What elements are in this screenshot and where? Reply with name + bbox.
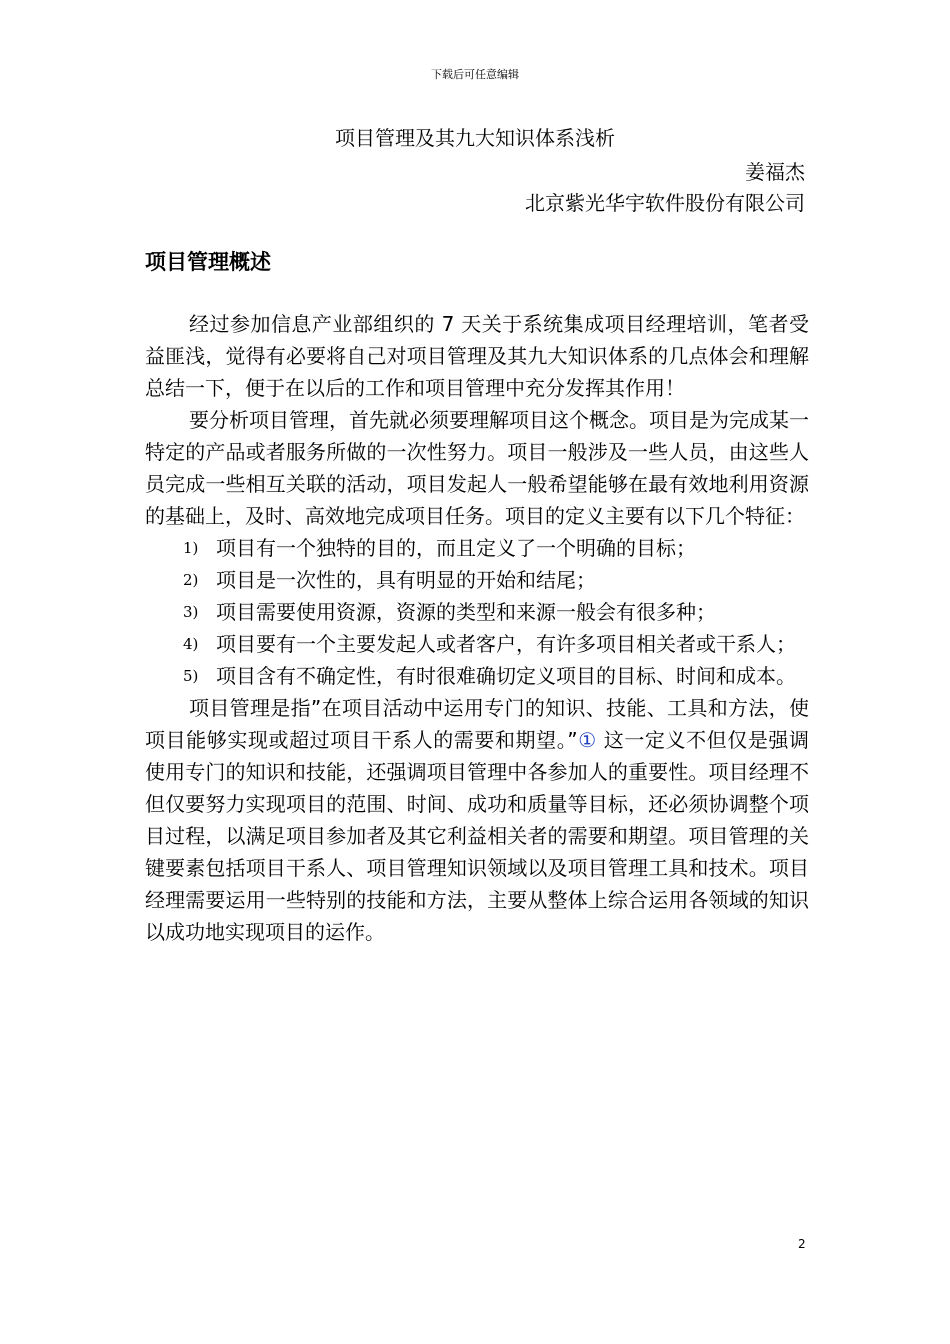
list-number: 2)	[183, 571, 199, 589]
header-note: 下载后可任意编辑	[431, 68, 519, 81]
paragraph-intro: 经过参加信息产业部组织的 7 天关于系统集成项目经理培训，笔者受益匪浅，觉得有必要将自己对项目管理及其九大知识体系的几点体会和理解总结一下，便于在以后的工作和项目管理中充分发挥其作用！	[145, 312, 809, 400]
list-item-text: 项目需要使用资源，资源的类型和来源一般会有很多种；	[216, 600, 716, 624]
section-heading: 项目管理概述	[145, 250, 271, 274]
company-name: 北京紫光华宇软件股份有限公司	[525, 191, 805, 215]
list-item-text: 项目要有一个主要发起人或者客户，有许多项目相关者或干系人；	[216, 632, 796, 656]
paragraph-project-definition: 要分析项目管理，首先就必须要理解项目这个概念。项目是为完成某一特定的产品或者服务所做的一次性努力。项目一般涉及一些人员，由这些人员完成一些相互关联的活动，项目发起人一般希望能够在最有效地利用资源的基础上，及时、高效地完成项目任务。项目的定义主要有以下几个特征：	[145, 408, 809, 528]
list-item	[145, 660, 809, 692]
list-item	[145, 532, 809, 564]
list-item-text: 项目是一次性的，具有明显的开始和结尾；	[216, 568, 596, 592]
footnote-mark[interactable]: ①	[577, 728, 597, 752]
page-number: 2	[798, 1237, 806, 1251]
list-item-text: 项目含有不确定性，有时很难确切定义项目的目标、时间和成本。	[216, 664, 796, 688]
list-item	[145, 564, 809, 596]
document-title: 项目管理及其九大知识体系浅析	[335, 126, 615, 150]
list-item	[145, 628, 809, 660]
body-text	[145, 308, 809, 948]
project-features-list	[145, 532, 809, 692]
paragraph-text-after-footnote: 这一定义不但仅是强调使用专门的知识和技能，还强调项目管理中各参加人的重要性。项目经理不但仅要努力实现项目的范围、时间、成功和质量等目标，还必须协调整个项目过程，以满足项目参加者及其它利益相关者的需要和期望。项目管理的关键要素包括项目干系人、项目管理知识领域以及项目管理工具和技术。项目经理需要运用一些特别的技能和方法，主要从整体上综合运用各领域的知识以成功地实现项目的运作。	[145, 728, 810, 944]
paragraph-text-before-footnote: 项目管理是指”在项目活动中运用专门的知识、技能、工具和方法，使项目能够实现或超过项目干系人的需要和期望。”	[145, 696, 809, 752]
list-number: 4)	[183, 635, 199, 653]
list-item-text: 项目有一个独特的目的，而且定义了一个明确的目标；	[216, 536, 696, 560]
paragraph-project-management	[145, 692, 809, 948]
list-number: 3)	[183, 603, 199, 621]
author-name: 姜福杰	[745, 160, 805, 184]
list-item	[145, 596, 809, 628]
list-number: 1)	[183, 539, 199, 557]
list-number: 5)	[183, 667, 199, 685]
